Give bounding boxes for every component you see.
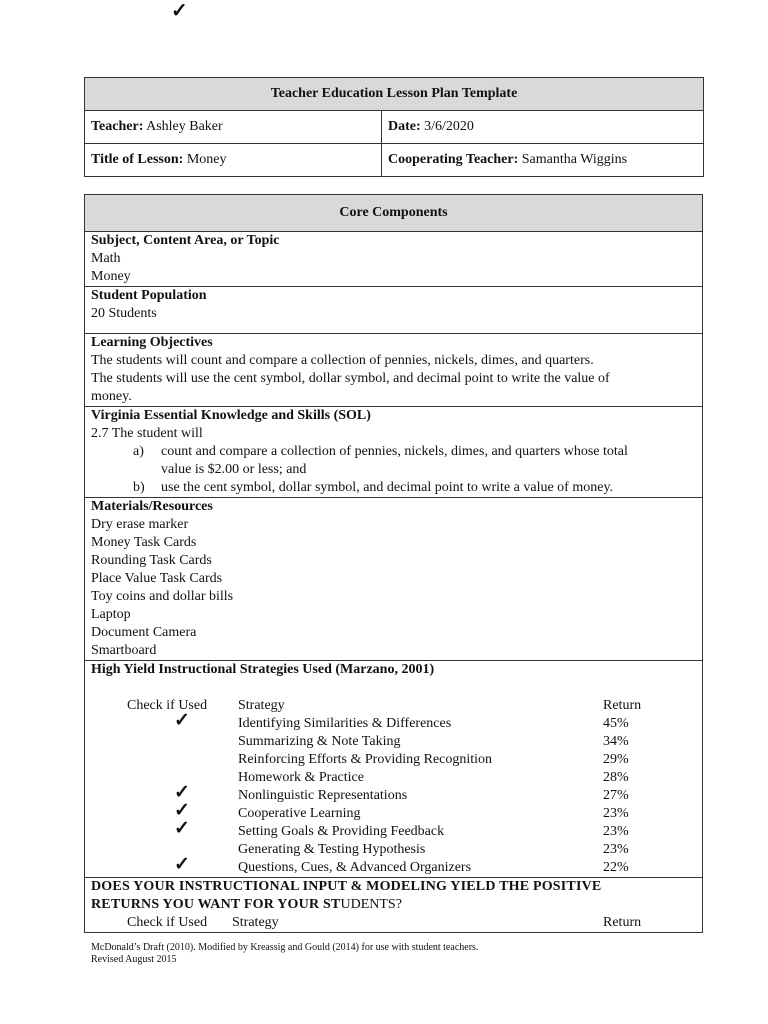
lesson-title-cell: [85, 144, 382, 177]
subject-heading: Subject, Content Area, or Topic: [91, 233, 280, 248]
teacher-label: Teacher:: [91, 119, 144, 134]
sol-item: [133, 479, 696, 497]
strategy-name: Questions, Cues, & Advanced Organizers: [238, 860, 472, 875]
strategy-row: [91, 751, 696, 769]
strategy-name: Homework & Practice: [238, 770, 364, 785]
strategies-grid: [91, 697, 696, 877]
strategy-name: Identifying Similarities & Differences: [238, 716, 452, 731]
sol-item-text: value is $2.00 or less; and: [161, 462, 307, 477]
sol-section: [85, 407, 703, 498]
cooperating-teacher-value: Samantha Wiggins: [521, 152, 628, 167]
population-heading: Student Population: [91, 288, 207, 303]
return-column-header: Return: [603, 698, 642, 713]
sol-list: [91, 443, 696, 497]
core-components-table: [84, 194, 703, 933]
footer: [91, 942, 478, 966]
cooperating-teacher-cell: [382, 144, 704, 177]
sol-item: [133, 443, 696, 479]
core-components-title: Core Components: [85, 195, 703, 232]
modeling-heading: DOES YOUR INSTRUCTIONAL INPUT & MODELING YIELD THE POSITIVE: [91, 879, 602, 894]
strategies-section: [85, 661, 703, 878]
material-item: Rounding Task Cards: [91, 553, 212, 568]
material-item: Laptop: [91, 607, 131, 622]
strategy-column-header: Strategy: [232, 915, 279, 930]
subject-line: Math: [91, 251, 121, 266]
strategy-name: Setting Goals & Providing Feedback: [238, 824, 445, 839]
strategy-return: 27%: [603, 788, 629, 803]
strategy-row: [91, 854, 696, 877]
lesson-title-value: Money: [186, 152, 227, 167]
objective-line: The students will count and compare a collection of pennies, nickels, dimes, and quarters.: [91, 353, 594, 368]
population-line: 20 Students: [91, 306, 157, 321]
strategy-return: 23%: [603, 824, 629, 839]
sol-intro: 2.7 The student will: [91, 426, 203, 441]
modeling-section: [85, 878, 703, 933]
material-item: Toy coins and dollar bills: [91, 589, 234, 604]
cooperating-teacher-label: Cooperating Teacher:: [388, 152, 519, 167]
lesson-title-label: Title of Lesson:: [91, 152, 184, 167]
strategy-return: 45%: [603, 716, 629, 731]
objectives-heading: Learning Objectives: [91, 335, 213, 350]
subject-section: [85, 232, 703, 287]
teacher-cell: [85, 111, 382, 144]
strategy-name: Generating & Testing Hypothesis: [238, 842, 426, 857]
check-column-header: Check if Used: [127, 915, 208, 930]
material-item: Document Camera: [91, 625, 197, 640]
material-item: Money Task Cards: [91, 535, 197, 550]
date-value: 3/6/2020: [424, 119, 474, 134]
modeling-header-grid: [91, 914, 696, 932]
material-item: Smartboard: [91, 643, 157, 658]
check-mark-icon: ✓: [174, 800, 190, 821]
teacher-value: Ashley Baker: [146, 119, 223, 134]
materials-heading: Materials/Resources: [91, 499, 213, 514]
modeling-heading-bold: RETURNS YOU WANT FOR YOUR ST: [91, 897, 341, 912]
objectives-section: [85, 334, 703, 407]
strategy-return: 28%: [603, 770, 629, 785]
modeling-heading-rest: UDENTS?: [340, 897, 402, 912]
strategy-return: 23%: [603, 842, 629, 857]
footer-revision: Revised August 2015: [91, 954, 177, 965]
strategies-heading: High Yield Instructional Strategies Used (Marzano, 2001): [91, 662, 435, 677]
strategy-row: [91, 710, 696, 733]
strategy-return: 34%: [603, 734, 629, 749]
materials-section: [85, 498, 703, 661]
return-column-header: Return: [603, 915, 642, 930]
sol-heading: Virginia Essential Knowledge and Skills (SOL): [91, 408, 371, 423]
material-item: Dry erase marker: [91, 517, 189, 532]
check-mark-icon: ✓: [174, 818, 190, 839]
template-title: Teacher Education Lesson Plan Template: [85, 78, 704, 111]
strategy-return: 22%: [603, 860, 629, 875]
strategy-name: Summarizing & Note Taking: [238, 734, 401, 749]
sol-item-text: count and compare a collection of pennies, nickels, dimes, and quarters whose total: [161, 444, 628, 459]
objective-line: The students will use the cent symbol, dollar symbol, and decimal point to write the value of: [91, 371, 610, 386]
modeling-header-row: [91, 914, 696, 932]
date-label: Date:: [388, 119, 421, 134]
strategy-name: Reinforcing Efforts & Providing Recognition: [238, 752, 493, 767]
material-item: Place Value Task Cards: [91, 571, 223, 586]
sol-marker: a): [133, 444, 144, 459]
sol-marker: b): [133, 480, 145, 495]
objective-line: money.: [91, 389, 132, 404]
subject-line: Money: [91, 269, 131, 284]
sol-item-text: use the cent symbol, dollar symbol, and decimal point to write a value of money.: [161, 480, 614, 495]
strategy-row: [91, 818, 696, 841]
population-section: [85, 287, 703, 334]
check-mark-icon: ✓: [171, 0, 188, 22]
strategy-name: Nonlinguistic Representations: [238, 788, 408, 803]
check-mark-icon: ✓: [174, 854, 190, 875]
date-cell: [382, 111, 704, 144]
strategy-row: [91, 733, 696, 751]
check-column-header: Check if Used: [127, 698, 208, 713]
lesson-plan-header-table: [84, 77, 704, 177]
strategy-return: 29%: [603, 752, 629, 767]
strategy-return: 23%: [603, 806, 629, 821]
footer-citation: McDonald’s Draft (2010). Modified by Kreassig and Gould (2014) for use with student teachers.: [91, 942, 479, 953]
strategy-name: Cooperative Learning: [238, 806, 361, 821]
check-mark-icon: ✓: [174, 710, 190, 731]
strategy-column-header: Strategy: [238, 698, 285, 713]
check-mark-icon: ✓: [174, 782, 190, 803]
